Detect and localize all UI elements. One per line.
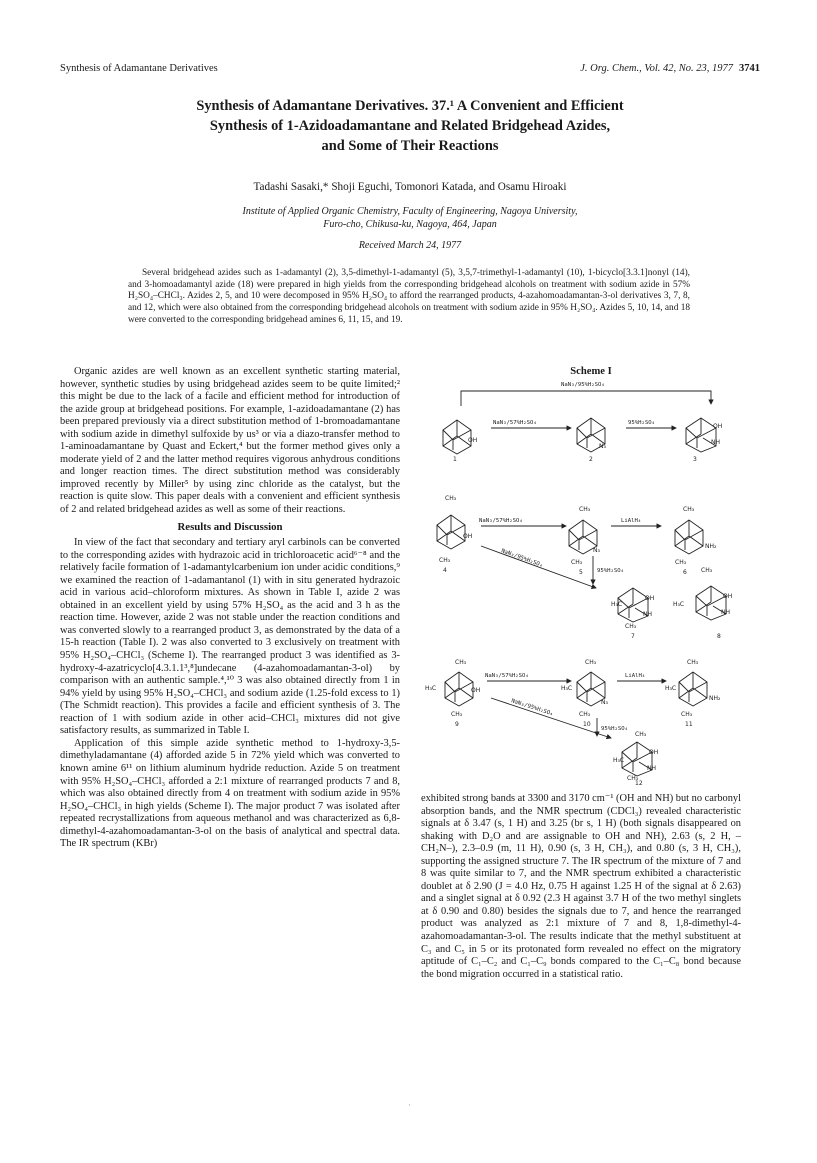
reagent-nan3-95-row3: NaN₃/95%H₂SO₄: [510, 698, 554, 718]
label-h3c-12: H₃C: [613, 757, 625, 764]
label-oh-7: OH: [645, 595, 655, 602]
compound-8: 8: [717, 633, 721, 640]
label-oh-4: OH: [463, 533, 473, 540]
title-line-2: Synthesis of 1-Azidoadamantane and Related Bridgehead Azides,: [209, 118, 611, 134]
reagent-nan3-95-row2: NaN₃/95%H₂SO₄: [500, 548, 544, 569]
title-line-3: and Some of Their Reactions: [321, 138, 499, 154]
label-n3-5: N₃: [593, 547, 600, 554]
compound-12: 12: [635, 780, 643, 786]
label-nh2-6: NH₂: [705, 543, 717, 550]
results-paragraph-1: In view of the fact that secondary and tertiary aryl carbinols can be converted to the corresponding azides with hydrazoic acid in trichloroacetic acid⁶⁻⁸ and the relatively facile formation of 1-adamantylcarbenium ion under acidic conditions,⁹ we examined the reaction of 1-adamantanol (1) with in situ generated hydrazoic acid in various acid–chloroform mixtures. As shown in Table I, azide 2 was obtained in an excellent yield by using 57% H₂SO₄ as the acid and 3 h as the reaction time. However, azide 2 was not stable under the reaction conditions and was converted slowly to a rearranged product 3, as demonstrated by the data of a 15-h reaction (Table I). 2 was also converted to 3 exclusively on treatment with 95% H₂SO₄–CHCl₃ (Scheme I). The rearranged product 3 was identified as 3-hydroxy-4-azatricyclo[4.3.1.1³,⁸]undecane (4-azahomoadamantan-3-ol) by comparison with an authentic sample.⁴,¹⁰ 3 was also obtained directly from 1 in 94% yield by using 95% H₂SO₄–CHCl₃ and sodium azide (1.25-fold excess to 1) (The Schmidt reaction). This provides a facile and efficient synthesis of 3. The reaction of 1 with sodium azide in other acid–CHCl₃ mixtures did not give satisfactory results, as summarized in Table I.: [60, 537, 400, 737]
title-line-1: Synthesis of Adamantane Derivatives. 37.¹ A Convenient and Efficient: [196, 98, 624, 114]
compound-2: 2: [589, 456, 593, 463]
compound-10: 10: [583, 721, 591, 728]
row-3-reactions: [425, 659, 721, 786]
abstract: Several bridgehead azides such as 1-adamantyl (2), 3,5-dimethyl-1-adamantyl (5), 3,5,7-trimethyl-1-adamantyl (10), 1-bicyclo[3.3.1]nonyl (14), and 3-homoadamantyl azide (18) were prepared in high yields from the corresponding bridgehead alcohols on treatment with sodium azide in 57% H₂SO₄–CHCl₃. Azides 2, 5, and 10 were decomposed in 95% H₂SO₄ to afford the rearranged products, 4-azahomoadamantan-3-ol derivatives 3, 7, 8, and 12, which were also obtained from the corresponding bridgehead alcohols on treatment with sodium azide in 95% H₂SO₄. Azides 5, 10, 14, and 18 were converted to the corresponding bridgehead amines 6, 11, 15, and 19.: [128, 268, 690, 325]
page-smudge: ·: [408, 1100, 411, 1110]
compound-4: 4: [443, 567, 447, 574]
reagent-nan3-57-row1: NaN₃/57%H₂SO₄: [493, 420, 537, 426]
running-header-right: [470, 63, 760, 74]
reagent-nan3-57-row3: NaN₃/57%H₂SO₄: [485, 673, 529, 679]
label-ch3-10a: CH₃: [585, 659, 597, 666]
label-ch3-5b: CH₃: [571, 559, 583, 566]
label-oh-1: OH: [468, 437, 478, 444]
compound-3: 3: [693, 456, 697, 463]
label-ch3-12a: CH₃: [635, 731, 647, 738]
scheme-drawing: [421, 366, 761, 786]
compound-6: 6: [683, 569, 687, 576]
received-date: Received March 24, 1977: [358, 240, 462, 251]
label-oh-12: OH: [649, 749, 659, 756]
label-ch3-4a: CH₃: [445, 495, 457, 502]
results-paragraph-2: Application of this simple azide synthetic method to 1-hydroxy-3,5-dimethyladamantane (4) afforded azide 5 in 72% yield which was converted to known amine 6¹¹ on lithium aluminum hydride reduction. Azide 5 on treatment with 95% H₂SO₄–CHCl₃ afforded a 2:1 mixture of rearranged products 7 and 8, which was also obtained directly from 4 on treatment with sodium azide in 95% H₂SO₄–CHCl₃ in high yields (Scheme I). The major product 7 was isolated after repeated recrystallizations from aqueous methanol and was characterized as 6,8-dimethyl-4-azahomoadamantan-3-ol on the basis of analytical and spectral data. The IR spectrum (KBr): [60, 737, 400, 850]
label-nh-8: NH: [721, 609, 730, 616]
label-ch3-11b: CH₃: [681, 711, 693, 718]
label-ch3-7: CH₃: [625, 623, 637, 630]
reagent-lialh4-row2: LiAlH₄: [621, 518, 642, 524]
compound-1: 1: [453, 456, 457, 463]
label-ch3-8: CH₃: [701, 567, 713, 574]
label-ch3-6b: CH₃: [675, 559, 687, 566]
reagent-h2so4-row1: 95%H₂SO₄: [628, 420, 655, 426]
row-2-reactions: [437, 495, 732, 640]
label-n3-10: N₃: [601, 699, 608, 706]
label-nh-7: NH: [643, 611, 652, 618]
journal-citation: J. Org. Chem., Vol. 42, No. 23, 1977: [580, 63, 733, 74]
label-h3c-9: H₃C: [425, 685, 437, 692]
scheme-title: Scheme I: [570, 366, 612, 377]
label-ch3-10b: CH₃: [579, 711, 591, 718]
label-nh-3: NH: [711, 439, 720, 446]
reagent-nan3-57-row2: NaN₃/57%H₂SO₄: [479, 518, 523, 524]
compound-5: 5: [579, 569, 583, 576]
author-list: Tadashi Sasaki,* Shoji Eguchi, Tomonori Katada, and Osamu Hiroaki: [253, 181, 567, 193]
reagent-h2so4-row3: 95%H₂SO₄: [601, 726, 628, 732]
affiliation-line-1: Institute of Applied Organic Chemistry, Faculty of Engineering, Nagoya University,: [242, 206, 578, 217]
article-title: [60, 96, 760, 156]
section-heading: Results and Discussion: [177, 520, 283, 533]
label-nh2-11: NH₂: [709, 695, 721, 702]
running-header-left: Synthesis of Adamantane Derivatives: [60, 63, 218, 74]
label-h3c-7: H₃C: [611, 601, 623, 608]
label-ch3-5a: CH₃: [579, 506, 591, 513]
intro-paragraph: Organic azides are well known as an excellent synthetic starting material, however, synthetic studies by using bridgehead azides seem to be quite limited;² this might be due to the lack of a facile and efficient method for introduction of the azide group at bridgehead positions. For example, 1-azidoadamantane (2) has been prepared previously via a direct substitution method of 1-bromoadamantane with sodium azide in dimethyl sulfoxide by us³ or via a diazo-transfer method to 1-aminoadamantane by Quast and Eckert,⁴ but the former method gives only a moderate yield of 2 and the latter method requires vigorous anhydrous conditions and longer reaction times. The direct substitution method was considerably improved recently by Miller⁵ by using zinc chloride as the catalyst, but the reaction is quite slow. This paper deals with a convenient and efficient synthesis of 2 and related bridgehead azides as well as some of their reactions.: [60, 366, 400, 516]
reagent-h2so4-row2: 95%H₂SO₄: [597, 568, 624, 574]
label-oh-9: OH: [471, 687, 481, 694]
right-paragraph: exhibited strong bands at 3300 and 3170 cm⁻¹ (OH and NH) but no carbonyl absorption bands, and the NMR spectrum (CDCl₃) revealed characteristic signals at δ 3.47 (s, 1 H) and 3.25 (br s, 1 H) (both signals disappeared on shaking with D₂O and are assignable to OH and NH), 2.63 (s, 2 H, –CH₂N–), 2.3–0.9 (m, 11 H), 0.90 (s, 3 H, CH₃), and 0.80 (s, 3 H, CH₃), supporting the assigned structure 7. The IR spectrum of the mixture of 7 and 8 was quite similar to 7, and the NMR spectrum exhibited a characteristic doublet at δ 2.90 (J = 4.0 Hz, 0.75 H against 1.25 H of the signal at δ 2.63) and a singlet signal at δ 0.92 (2.3 H against 3.7 H of the two methyl singlets at δ 0.90 and 0.80) besides the signals due to 7, and hence the rearranged product was analyzed as 2:1 mixture of 7 and 8, 1,8-dimethyl-4-azahomoadamantan-3-ol. The results indicate that the methyl substituent at C₃ and C₅ in 5 or its protonated form revealed no effect on the migratory aptitude of C₁–C₂ and C₁–C₉ bonds compared to the C₁–C₈ bond because the bond migration occurred in a statistical ratio.: [421, 793, 741, 980]
row-1-reactions: [443, 382, 722, 463]
label-ch3-6a: CH₃: [683, 506, 695, 513]
compound-11: 11: [685, 721, 693, 728]
compound-9: 9: [455, 721, 459, 728]
affiliation-line-2: Furo-cho, Chikusa-ku, Nagoya, 464, Japan: [323, 219, 497, 230]
reagent-nan3-95-top: NaN₃/95%H₂SO₄: [561, 382, 605, 388]
label-h3c-11: H₃C: [665, 685, 677, 692]
label-ch3-9b: CH₃: [451, 711, 463, 718]
label-n3-2: N₃: [599, 443, 606, 450]
label-ch3-12b: CH₃: [627, 775, 639, 782]
reagent-lialh4-row3: LiAlH₄: [625, 673, 646, 679]
label-h3c-10: H₃C: [561, 685, 573, 692]
affiliation: [60, 205, 760, 231]
right-column: [421, 793, 741, 981]
label-ch3-4b: CH₃: [439, 557, 451, 564]
left-column: [60, 366, 400, 851]
label-ch3-11a: CH₃: [687, 659, 699, 666]
compound-7: 7: [631, 633, 635, 640]
label-ch3-9a: CH₃: [455, 659, 467, 666]
label-oh-3: OH: [713, 423, 723, 430]
label-oh-8: OH: [723, 593, 733, 600]
page-number: 3741: [739, 63, 760, 74]
label-h3c-8: H₃C: [673, 601, 685, 608]
label-nh-12: NH: [647, 765, 656, 772]
scheme-figure: [421, 366, 761, 786]
